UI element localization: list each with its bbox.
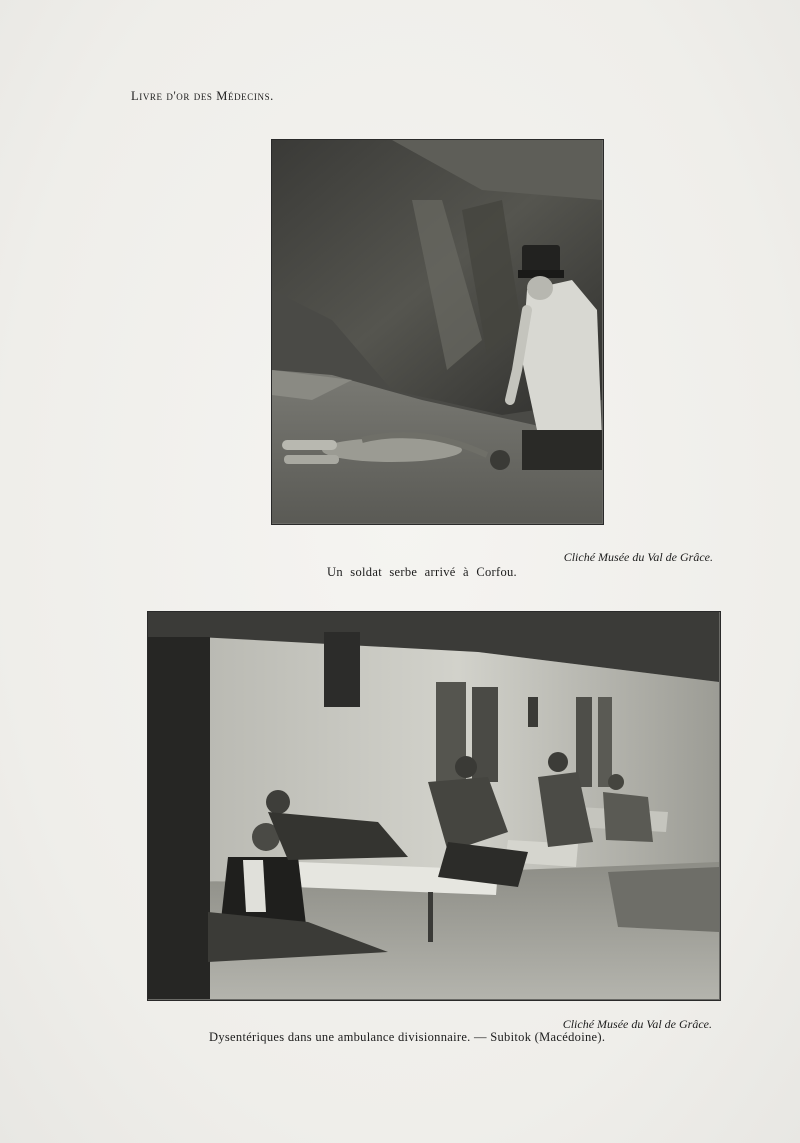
photo-caption: Dysentériques dans une ambulance divisionnaire. — Subitok (Macédoine). (209, 1030, 606, 1044)
photo-caption: Un soldat serbe arrivé à Corfou. (327, 565, 517, 579)
photograph-dysentery-ambulance (147, 611, 721, 1001)
photograph-soldier-corfu (271, 139, 604, 525)
running-head: Livre d'or des Médecins. (131, 89, 274, 103)
photo-credit: Cliché Musée du Val de Grâce. (563, 550, 713, 564)
photo-credit: Cliché Musée du Val de Grâce. (562, 1017, 712, 1031)
